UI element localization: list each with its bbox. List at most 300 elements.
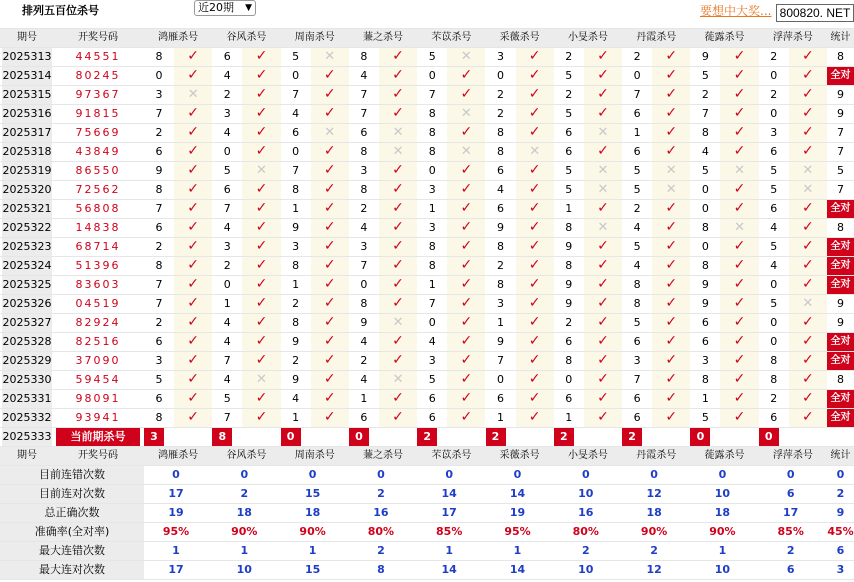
kill-number-cell: 0 [223,278,231,291]
check-icon: ✓ [174,408,212,427]
draw-number-cell: 86550 [75,164,121,177]
top-bar [0,0,854,20]
kill-number-cell: 0 [292,145,300,158]
check-icon: ✓ [379,47,417,66]
check-icon: ✓ [174,256,212,275]
kill-number-cell: 1 [292,202,300,215]
stat-cell: 全对 [827,256,854,275]
draw-number-cell: 56808 [75,202,121,215]
kill-number-cell: 0 [633,69,641,82]
kill-number-cell: 6 [155,335,163,348]
kill-number-cell: 6 [360,411,368,424]
period-cell: 2025327 [2,313,52,332]
cross-icon: ✕ [242,370,280,389]
kill-number-cell: 8 [360,145,368,158]
check-icon: ✓ [516,66,554,85]
period-cell: 2025315 [2,85,52,104]
check-icon: ✓ [652,370,690,389]
row-divider [0,28,854,29]
kill-number-cell: 3 [701,354,709,367]
check-icon: ✓ [584,237,622,256]
check-icon: ✓ [720,199,758,218]
draw-number-cell: 98091 [75,392,121,405]
statistics-row [0,503,854,522]
statistics-value: 10 [714,563,731,576]
kill-number-cell: 8 [292,259,300,272]
check-icon: ✓ [789,389,827,408]
stat-cell: 全对 [827,351,854,370]
statistics-label: 总正确次数 [0,503,144,522]
kill-number-cell: 7 [360,107,368,120]
draw-number-cell: 82516 [75,335,121,348]
cross-icon: ✕ [516,142,554,161]
row-divider [0,332,854,333]
row-divider [0,237,854,238]
current-kill-cell: 3 [144,427,164,446]
draw-number-cell: 68714 [75,240,121,253]
check-icon: ✓ [311,389,349,408]
period-cell: 2025322 [2,218,52,237]
row-divider [0,541,854,542]
kill-number-cell: 7 [633,88,641,101]
kill-number-cell: 4 [292,107,300,120]
kill-number-cell: 1 [565,202,573,215]
check-icon: ✓ [789,370,827,389]
kill-number-cell: 2 [292,297,300,310]
kill-number-cell: 8 [155,259,163,272]
kill-number-cell: 2 [770,88,778,101]
check-icon: ✓ [516,275,554,294]
period-select[interactable] [194,0,256,16]
row-divider [0,47,854,48]
period-cell: 2025330 [2,370,52,389]
check-icon: ✓ [379,66,417,85]
kill-number-cell: 0 [428,69,436,82]
kill-number-cell: 8 [155,411,163,424]
expert-header: 鸿雁杀号 [158,32,199,43]
kill-number-cell: 0 [701,183,709,196]
check-icon: ✓ [789,237,827,256]
check-icon: ✓ [174,294,212,313]
kill-number-cell: 6 [565,145,573,158]
kill-number-cell: 8 [770,373,778,386]
check-icon: ✓ [652,85,690,104]
check-icon: ✓ [447,370,485,389]
check-icon: ✓ [379,294,417,313]
expert-header: 蓰露杀号 [704,32,745,43]
check-icon: ✓ [447,351,485,370]
row-divider [0,465,854,466]
kill-number-cell: 1 [565,411,573,424]
check-icon: ✓ [516,218,554,237]
statistics-value: 0 [718,468,727,481]
cross-icon: ✕ [652,180,690,199]
kill-number-cell: 9 [565,240,573,253]
check-icon: ✓ [584,294,622,313]
kill-number-cell: 6 [497,164,504,177]
check-icon: ✓ [311,237,349,256]
row-divider [0,104,854,105]
expert-header: 蒹之杀号 [363,450,404,461]
check-icon: ✓ [174,351,212,370]
kill-number-cell: 7 [155,107,163,120]
statistics-value: 19 [509,506,526,519]
check-icon: ✓ [242,351,280,370]
kill-number-cell: 1 [292,411,300,424]
statistics-value: 2 [650,544,658,557]
row-divider [0,446,854,447]
check-icon: ✓ [720,275,758,294]
row-divider [0,560,854,561]
kill-number-cell: 4 [701,145,709,158]
kill-number-cell: 7 [223,202,231,215]
kill-number-cell: 1 [223,297,231,310]
check-icon: ✓ [242,313,280,332]
kill-number-cell: 2 [155,316,163,329]
statistics-label: 目前连对次数 [0,484,144,503]
statistics-value: 0 [513,468,522,481]
statistics-value: 1 [513,544,522,557]
check-icon: ✓ [242,180,280,199]
check-icon: ✓ [789,351,827,370]
kill-number-cell: 7 [155,202,163,215]
kill-number-cell: 6 [633,145,641,158]
check-icon: ✓ [516,332,554,351]
page-title: 排列五百位杀号 [22,4,99,17]
kill-number-cell: 8 [770,354,778,367]
period-cell: 2025325 [2,275,52,294]
draw-number-cell: 51396 [75,259,121,272]
stat-cell: 7 [837,183,844,196]
cross-icon: ✕ [242,161,280,180]
kill-number-cell: 6 [292,126,300,139]
kill-number-cell: 7 [223,411,231,424]
check-icon: ✓ [584,142,622,161]
kill-number-cell: 4 [223,316,231,329]
kill-number-cell: 9 [701,278,709,291]
kill-number-cell: 8 [701,126,709,139]
statistics-value: 0 [581,468,590,481]
current-kill-cell: 0 [759,427,779,446]
check-icon: ✓ [311,294,349,313]
check-icon: ✓ [584,275,622,294]
current-kill-cell: 0 [690,427,710,446]
draw-number-cell: 04519 [75,297,121,310]
statistics-value: 15 [304,487,321,500]
row-divider [0,275,854,276]
statistics-value: 14 [509,487,526,500]
period-cell: 2025314 [2,66,52,85]
kill-number-cell: 4 [497,183,504,196]
kill-number-cell: 7 [633,373,641,386]
check-icon: ✓ [789,275,827,294]
check-icon: ✓ [720,237,758,256]
statistics-label: 准确率(全对率) [0,522,144,541]
statistics-value: 0 [172,468,180,481]
table-row [0,104,854,123]
draw-number-cell: 91815 [75,107,121,120]
check-icon: ✓ [379,85,417,104]
kill-number-cell: 2 [633,50,641,63]
expert-header: 采薇杀号 [499,450,540,461]
check-icon: ✓ [311,85,349,104]
check-icon: ✓ [447,161,485,180]
kill-number-cell: 3 [428,183,436,196]
kill-number-cell: 8 [565,354,573,367]
table-row [0,180,854,199]
kill-number-cell: 4 [633,259,641,272]
period-cell: 2025331 [2,389,52,408]
table-row [0,332,854,351]
check-icon: ✓ [311,332,349,351]
table-row [0,142,854,161]
kill-number-cell: 8 [360,50,368,63]
kill-number-cell: 6 [360,126,368,139]
stat-cell: 9 [837,297,844,310]
kill-number-cell: 1 [701,392,709,405]
cross-icon: ✕ [447,142,485,161]
statistics-value: 17 [168,563,184,576]
expert-header: 蓰露杀号 [704,450,745,461]
kill-number-cell: 2 [292,354,300,367]
check-icon: ✓ [242,389,280,408]
check-icon: ✓ [174,104,212,123]
statistics-value: 14 [441,487,457,500]
kill-number-cell: 2 [701,88,709,101]
check-icon: ✓ [242,275,280,294]
kill-number-cell: 6 [223,50,231,63]
row-divider [0,161,854,162]
table-row [0,47,854,66]
promo-link[interactable]: 要想中大奖... [700,4,772,18]
check-icon: ✓ [242,256,280,275]
kill-number-cell: 5 [565,69,573,82]
check-icon: ✓ [447,332,485,351]
statistics-label: 最大连错次数 [0,541,144,560]
table-row [0,123,854,142]
check-icon: ✓ [720,294,758,313]
kill-number-cell: 0 [770,107,778,120]
check-icon: ✓ [174,275,212,294]
check-icon: ✓ [789,142,827,161]
kill-number-cell: 9 [497,221,504,234]
draw-number-cell: 93941 [75,411,121,424]
kill-number-cell: 2 [155,126,163,139]
expert-header: 周南杀号 [294,450,335,461]
kill-number-cell: 7 [223,354,231,367]
stat-cell: 全对 [827,275,854,294]
check-icon: ✓ [652,332,690,351]
kill-number-cell: 6 [565,335,573,348]
cross-icon: ✕ [720,218,758,237]
stat-cell: 7 [837,145,844,158]
kill-number-cell: 2 [497,107,504,120]
kill-number-cell: 0 [565,373,573,386]
kill-number-cell: 5 [701,69,709,82]
statistics-value: 8 [377,563,385,576]
table-row [0,370,854,389]
check-icon: ✓ [242,85,280,104]
statistics-row [0,522,854,541]
kill-number-cell: 3 [770,126,778,139]
cross-icon: ✕ [584,180,622,199]
kill-number-cell: 9 [292,373,300,386]
statistics-value: 2 [377,487,385,500]
kill-number-cell: 6 [155,392,163,405]
statistics-value: 0 [786,468,795,481]
period-header: 期号 [17,450,37,461]
kill-number-cell: 7 [155,278,163,291]
stat-cell: 全对 [827,199,854,218]
period-cell: 2025333 [2,427,52,446]
cross-icon: ✕ [720,161,758,180]
kill-number-cell: 1 [497,411,504,424]
table-row [0,294,854,313]
expert-header: 周南杀号 [294,32,335,43]
kill-number-cell: 4 [223,221,231,234]
check-icon: ✓ [584,66,622,85]
stat-cell: 7 [837,126,844,139]
kill-number-cell: 1 [633,126,641,139]
kill-number-cell: 6 [565,126,573,139]
stat-header: 统计 [830,450,851,461]
kill-number-cell: 5 [155,373,163,386]
table-row [0,275,854,294]
check-icon: ✓ [652,123,690,142]
check-icon: ✓ [242,142,280,161]
statistics-value: 10 [578,563,594,576]
row-divider [0,484,854,485]
stat-header: 统计 [830,32,851,43]
kill-number-cell: 5 [565,164,573,177]
kill-number-cell: 9 [565,278,573,291]
check-icon: ✓ [447,237,485,256]
check-icon: ✓ [447,199,485,218]
check-icon: ✓ [720,351,758,370]
statistics-value: 1 [718,544,727,557]
check-icon: ✓ [584,351,622,370]
row-divider [0,408,854,409]
kill-number-cell: 7 [155,297,163,310]
stat-cell: 9 [837,316,844,329]
cross-icon: ✕ [584,123,622,142]
kill-number-cell: 7 [292,88,300,101]
check-icon: ✓ [789,332,827,351]
check-icon: ✓ [174,47,212,66]
check-icon: ✓ [516,161,554,180]
chevron-down-icon: ▼ [245,3,252,13]
kill-number-cell: 1 [292,278,300,291]
check-icon: ✓ [174,180,212,199]
statistics-row [0,560,854,579]
check-icon: ✓ [789,256,827,275]
draw-number-cell: 14838 [75,221,121,234]
check-icon: ✓ [516,104,554,123]
kill-number-cell: 5 [770,297,778,310]
kill-number-cell: 2 [565,316,573,329]
kill-number-cell: 5 [633,164,641,177]
kill-number-cell: 6 [770,202,778,215]
draw-header: 开奖号码 [78,32,118,43]
statistics-value: 90% [231,525,258,538]
kill-number-cell: 0 [770,316,778,329]
statistics-value: 2 [786,544,795,557]
check-icon: ✓ [584,47,622,66]
statistics-value: 17 [783,506,799,519]
check-icon: ✓ [516,313,554,332]
check-icon: ✓ [311,161,349,180]
check-icon: ✓ [447,218,485,237]
statistics-value: 0 [308,468,317,481]
kill-number-cell: 9 [701,297,709,310]
check-icon: ✓ [174,66,212,85]
check-icon: ✓ [720,370,758,389]
check-icon: ✓ [516,85,554,104]
kill-number-cell: 9 [565,297,573,310]
period-header: 期号 [17,32,37,43]
table-row [0,237,854,256]
check-icon: ✓ [311,313,349,332]
statistics-value: 85% [777,525,804,538]
draw-number-cell: 83603 [75,278,121,291]
draw-number-cell: 43849 [75,145,121,158]
stat-cell: 8 [837,373,844,386]
kill-number-cell: 6 [223,183,231,196]
kill-number-cell: 4 [770,259,778,272]
table-row [0,351,854,370]
statistics-value: 2 [581,544,590,557]
kill-number-cell: 5 [428,373,436,386]
kill-number-cell: 6 [633,392,641,405]
check-icon: ✓ [516,408,554,427]
current-kill-cell: 2 [554,427,574,446]
check-icon: ✓ [447,180,485,199]
kill-number-cell: 7 [360,88,368,101]
statistics-stat: 9 [836,506,845,519]
check-icon: ✓ [242,237,280,256]
kill-number-cell: 8 [292,316,300,329]
period-cell: 2025332 [2,408,52,427]
statistics-value: 16 [578,506,594,519]
kill-number-cell: 1 [497,316,504,329]
check-icon: ✓ [584,199,622,218]
kill-number-cell: 6 [155,221,163,234]
check-icon: ✓ [584,256,622,275]
check-icon: ✓ [379,237,417,256]
stat-cell: 8 [837,50,844,63]
draw-number-cell: 82924 [75,316,121,329]
check-icon: ✓ [174,161,212,180]
kill-number-cell: 6 [633,335,641,348]
kill-number-cell: 6 [497,202,504,215]
kill-number-cell: 6 [155,145,163,158]
kill-number-cell: 5 [565,183,573,196]
kill-number-cell: 8 [633,297,641,310]
check-icon: ✓ [720,142,758,161]
check-icon: ✓ [311,351,349,370]
kill-number-cell: 6 [428,411,436,424]
statistics-value: 18 [646,506,662,519]
expert-header: 采薇杀号 [499,32,540,43]
kill-number-cell: 4 [223,69,231,82]
row-divider [0,85,854,86]
statistics-stat: 45% [827,525,854,538]
check-icon: ✓ [174,389,212,408]
kill-number-cell: 6 [428,392,436,405]
check-icon: ✓ [379,389,417,408]
statistics-value: 6 [786,487,795,500]
kill-number-cell: 0 [770,69,778,82]
